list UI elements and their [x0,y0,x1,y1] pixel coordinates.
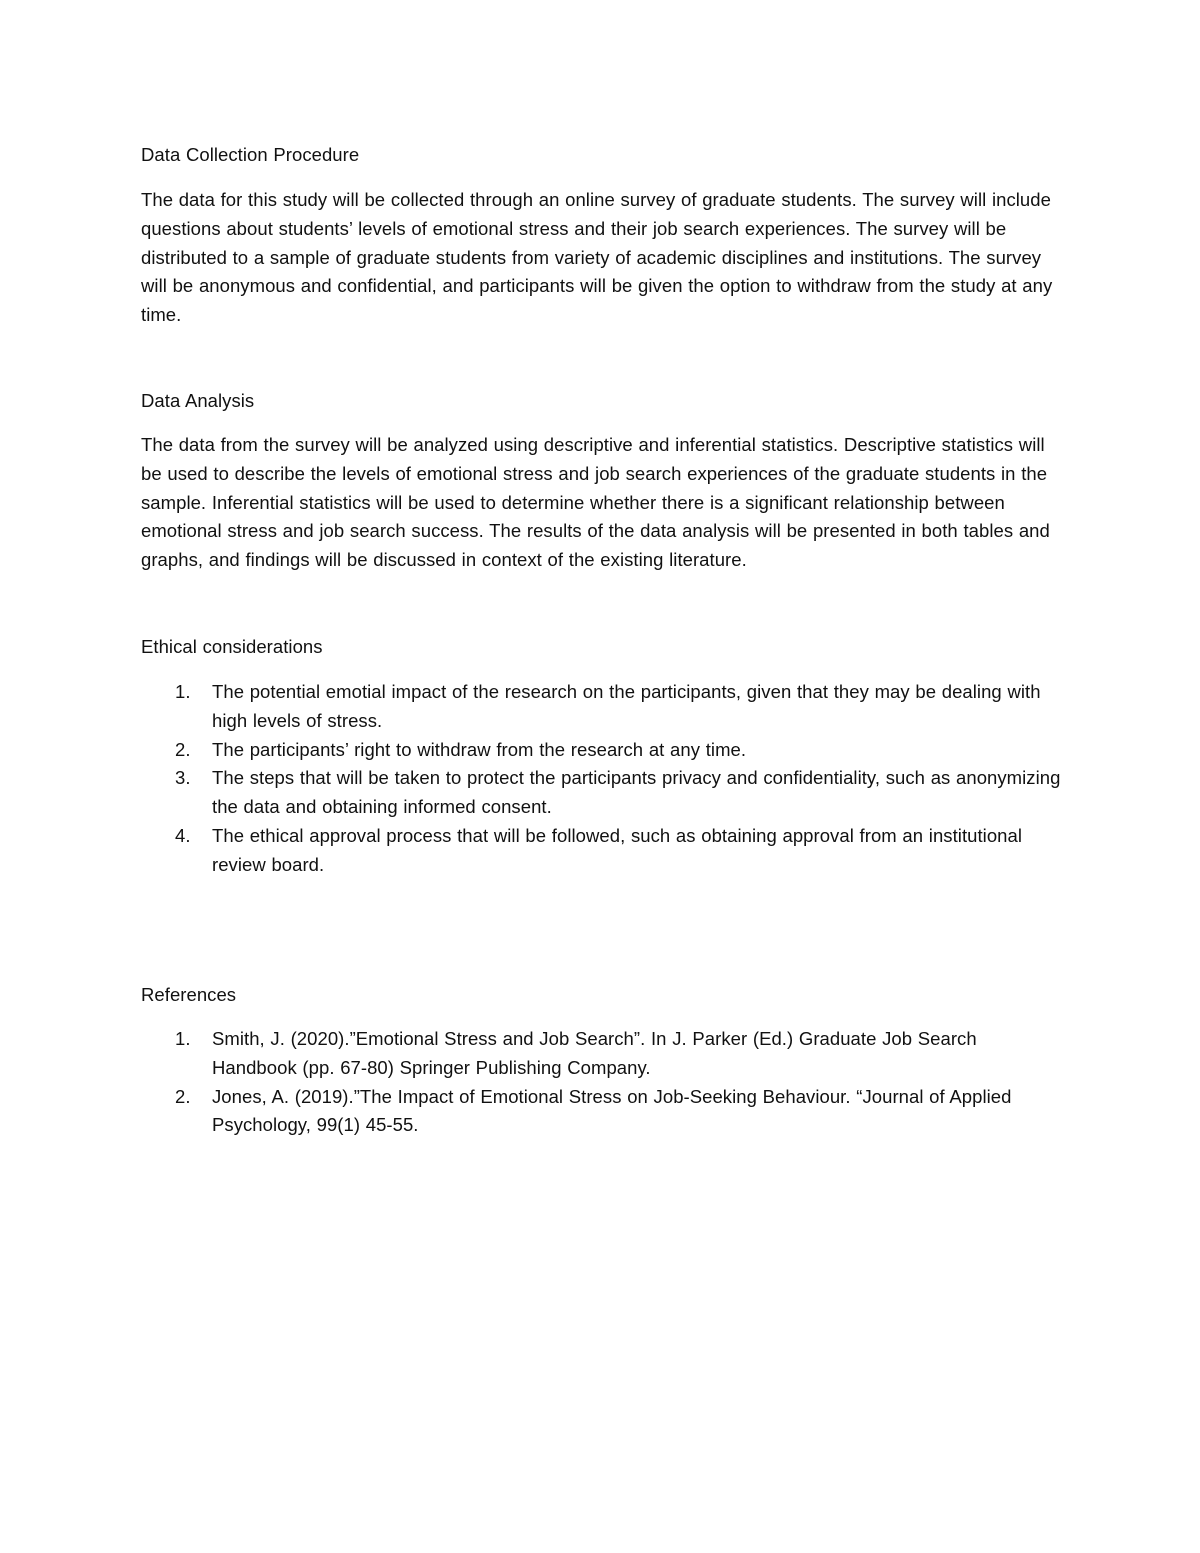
list-number: 3. [175,767,191,789]
list-item-text: Jones, A. (2019).”The Impact of Emotional Stress on Job-Seeking Behaviour. “Journal of Applied Psychology, 99(1) 45-55. [212,1085,1012,1136]
list-item-text: Smith, J. (2020).”Emotional Stress and Job Search”. In J. Parker (Ed.) Graduate Job Search Handbook (pp. 67-80) Springer Publishing Company. [212,1028,977,1078]
list-number: 1. [175,1028,191,1049]
references-heading: References [141,984,237,1005]
list-number: 2. [175,1085,191,1107]
data-analysis-paragraph: The data from the survey will be analyzed using descriptive and inferential statistics. Descriptive statistics will be used to describe the levels of emotional stress and job search experiences of the graduate students in the sample. Inferential statistics will be used to determine whether there is a significant relationship between emotional stress and job search success. The results of the data analysis will be presented in both tables and graphs, and findings will be discussed in context of the existing literature. [141,434,1050,571]
ethical-considerations-heading: Ethical considerations [141,636,323,657]
data-collection-paragraph: The data for this study will be collected through an online survey of graduate students. The survey will include questions about students’ levels of emotional stress and their job search experiences. The survey will be distributed to a sample of graduate students from variety of academic disciplines and institutions. The survey will be anonymous and confidential, and participants will be given the option to withdraw from the study at any time. [141,189,1053,326]
list-item-text: The potential emotial impact of the research on the participants, given that they may be dealing with high levels of stress. [212,681,1041,731]
ethical-considerations-list [141,678,1066,880]
list-item [141,822,1066,880]
list-number: 4. [175,824,191,846]
list-item [141,764,1066,822]
data-analysis-heading: Data Analysis [141,390,255,411]
references-list [141,1025,1066,1140]
list-item [141,1083,1066,1141]
list-item [141,678,1066,736]
list-number: 2. [175,738,191,760]
list-item-text: The steps that will be taken to protect the participants privacy and confidentiality, such as anonymizing the data and obtaining informed consent. [212,767,1061,818]
list-number: 1. [175,681,191,702]
list-item [141,736,1066,765]
list-item-text: The ethical approval process that will be followed, such as obtaining approval from an institutional review board. [212,824,1023,875]
data-collection-heading: Data Collection Procedure [141,144,360,165]
list-item-text: The participants’ right to withdraw from the research at any time. [212,738,747,760]
list-item [141,1025,1066,1083]
